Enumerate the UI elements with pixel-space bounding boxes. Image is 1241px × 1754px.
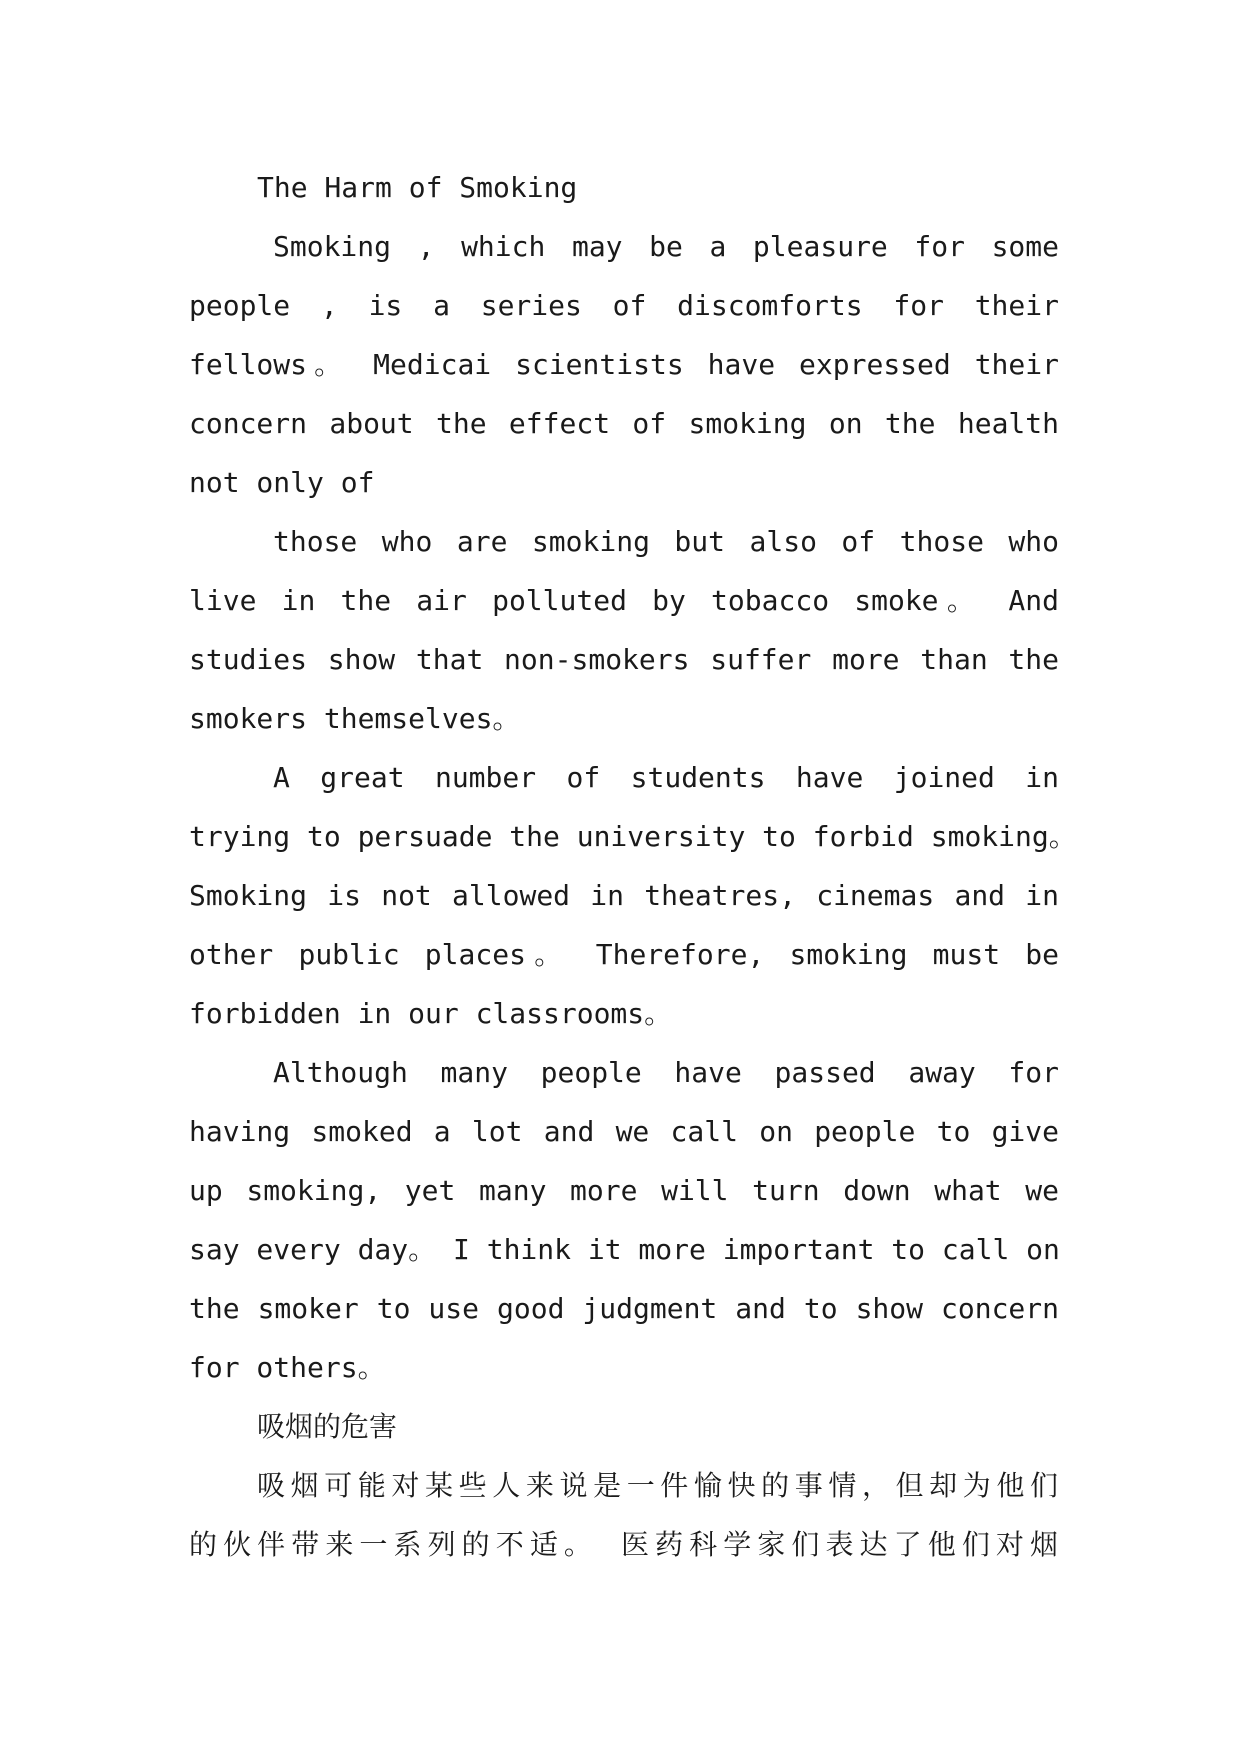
text-line: smokers themselves。 [189,702,521,735]
chinese-paragraph [189,1466,1059,1584]
text-line: other public places。 Therefore, smoking must be [189,938,1059,971]
document-body [189,168,1077,1584]
text-line: up smoking, yet many more will turn down what we [189,1174,1059,1207]
text-line: Although many people have passed away for [273,1056,1059,1089]
text-line: trying to persuade the university to forbid smoking。 [189,820,1077,853]
text-line: Smoking is not allowed in theatres, cinemas and in [189,879,1059,912]
text-line: forbidden in our classrooms。 [189,997,673,1030]
text-line: the smoker to use good judgment and to show concern [189,1292,1059,1325]
paragraph-4 [189,1053,1059,1407]
text-line: fellows。 Medicai scientists have expressed their [189,348,1059,381]
text-line: people , is a series of discomforts for their [189,289,1059,322]
text-line: say every day。 I think it more important to call on [189,1233,1060,1266]
text-line: having smoked a lot and we call on people to give [189,1115,1059,1148]
text-line: studies show that non-smokers suffer more than the [189,643,1059,676]
text-line: not only of [189,466,375,499]
paragraph-2 [189,522,1059,758]
text-line: those who are smoking but also of those who [273,525,1059,558]
text-line: live in the air polluted by tobacco smoke。 And [189,584,1059,617]
paragraph-3 [189,758,1077,1053]
text-line: for others。 [189,1351,386,1384]
text-line: 吸烟可能对某些人来说是一件愉快的事情，但却为他们 [257,1469,1059,1502]
paragraph-1 [189,227,1059,522]
text-line: Smoking , which may be a pleasure for some [273,230,1059,263]
text-line: A great number of students have joined in [273,761,1059,794]
text-line: 的伙伴带来一系列的不适。 医药科学家们表达了他们对烟 [189,1528,1059,1561]
text-line: concern about the effect of smoking on the health [189,407,1059,440]
chinese-title: 吸烟的危害 [257,1410,398,1443]
document-title: The Harm of Smoking [257,171,578,204]
